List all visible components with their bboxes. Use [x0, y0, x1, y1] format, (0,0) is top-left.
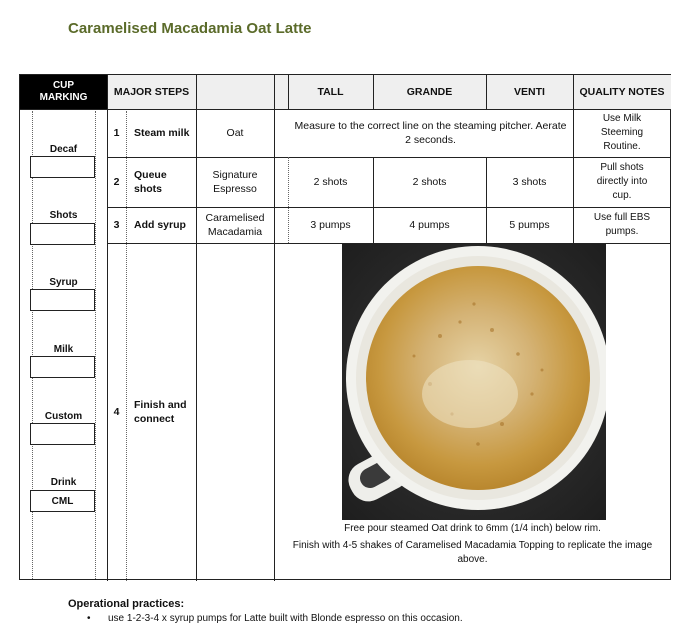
- venti-value: 3 shots: [512, 176, 547, 188]
- cup-marking-label-shots: Shots: [49, 210, 78, 221]
- cup-marking-box-shots: [30, 223, 95, 245]
- cup-marking-header: CUP MARKING: [20, 75, 107, 109]
- step-name: Add syrup: [134, 219, 186, 231]
- quality-notes-header: QUALITY NOTES: [579, 86, 665, 98]
- cup-marking-label-drink: Drink: [50, 477, 77, 488]
- tall-header: TALL: [317, 86, 344, 98]
- cup-marking-label-syrup: Syrup: [49, 277, 78, 288]
- latte-cup-photo: [342, 244, 606, 520]
- quality-note: Pull shots directly into cup.: [596, 162, 648, 201]
- step-measure: Measure to the correct line on the steaming pitcher. Aerate 2 seconds.: [294, 120, 567, 146]
- step-name: Steam milk: [134, 127, 190, 139]
- step-ingredient: Caramelised Macadamia: [205, 212, 265, 238]
- grande-value: 2 shots: [412, 176, 447, 188]
- step-number: 4: [113, 406, 120, 418]
- grande-header: GRANDE: [406, 86, 453, 98]
- finish-instruction-1: Free pour steamed Oat drink to 6mm (1/4 inch) below rim.: [344, 523, 601, 534]
- cup-marking-box-decaf: [30, 156, 95, 178]
- finish-instruction-2: Finish with 4-5 shakes of Caramelised Macadamia Topping to replicate the image above.: [292, 540, 653, 565]
- quality-note: Use Milk Steeming Routine.: [600, 113, 644, 152]
- step-name: Queue shots: [134, 169, 167, 195]
- cup-marking-box-custom: [30, 423, 95, 445]
- tall-value: 3 pumps: [310, 219, 351, 231]
- step-number: 2: [113, 176, 120, 188]
- cup-marking-box-milk: [30, 356, 95, 378]
- cup-marking-label-custom: Custom: [44, 411, 83, 422]
- cup-marking-label-decaf: Decaf: [49, 144, 78, 155]
- operational-practices-title: Operational practices:: [68, 598, 185, 610]
- operational-practice-text: use 1-2-3-4 x syrup pumps for Latte built with Blonde espresso on this occasion.: [108, 613, 463, 624]
- bullet-icon: •: [87, 613, 91, 624]
- page-title: Caramelised Macadamia Oat Latte: [68, 20, 312, 37]
- venti-value: 5 pumps: [509, 219, 550, 231]
- cup-marking-label-milk: Milk: [53, 344, 74, 355]
- operational-practice-item: [87, 613, 463, 624]
- major-steps-header: MAJOR STEPS: [113, 86, 190, 98]
- tall-value: 2 shots: [313, 176, 348, 188]
- step-number: 3: [113, 219, 120, 231]
- step-ingredient: Signature Espresso: [212, 169, 258, 195]
- recipe-card-table: [19, 74, 671, 580]
- quality-note: Use full EBS pumps.: [593, 212, 651, 237]
- cup-marking-box-syrup: [30, 289, 95, 311]
- step-number: 1: [113, 127, 120, 139]
- venti-header: VENTI: [514, 86, 545, 98]
- step-ingredient: Oat: [226, 127, 244, 139]
- step-name: Finish and connect: [134, 399, 187, 425]
- grande-value: 4 pumps: [409, 219, 450, 231]
- cup-marking-box-drink: CML: [30, 490, 95, 512]
